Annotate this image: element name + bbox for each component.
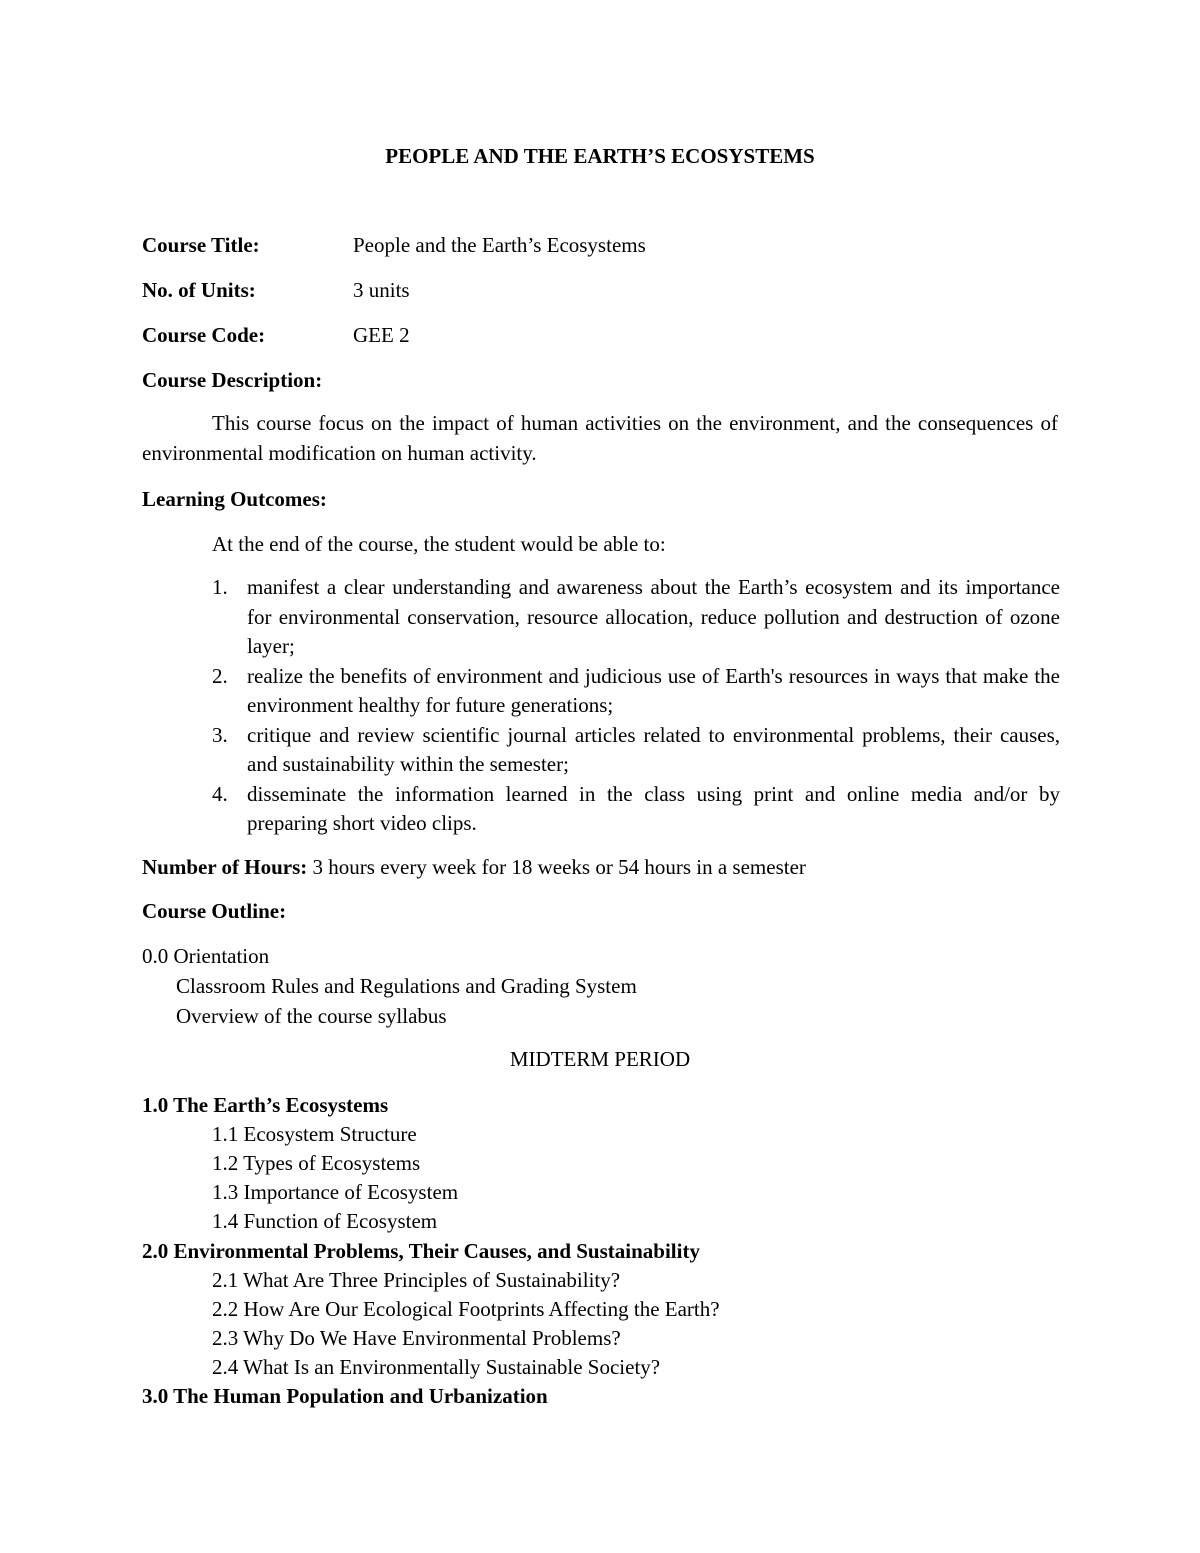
learning-outcomes-list bbox=[212, 573, 1060, 839]
list-item bbox=[212, 721, 1060, 780]
description-heading: Course Description: bbox=[142, 368, 323, 392]
list-item bbox=[212, 662, 1060, 721]
unit-item: 2.3 Why Do We Have Environmental Problems? bbox=[212, 1326, 621, 1350]
course-title-label: Course Title: bbox=[142, 233, 260, 257]
period-heading: MIDTERM PERIOD bbox=[509, 1047, 691, 1071]
unit-title: 3.0 The Human Population and Urbanization bbox=[142, 1384, 548, 1408]
list-item bbox=[212, 780, 1060, 839]
outline-heading: Course Outline: bbox=[142, 899, 287, 923]
list-text: manifest a clear understanding and awareness about the Earth’s ecosystem and its importance for environmental conservation, resource allocation, reduce pollution and destruction of ozone layer; bbox=[247, 575, 1060, 658]
description-paragraph bbox=[142, 409, 1058, 468]
unit-item: 1.1 Ecosystem Structure bbox=[212, 1122, 417, 1146]
unit-item: 1.2 Types of Ecosystems bbox=[212, 1151, 421, 1175]
orientation-item: Overview of the course syllabus bbox=[176, 1004, 447, 1028]
units-value: 3 units bbox=[353, 278, 410, 302]
hours-line bbox=[142, 857, 806, 878]
list-number: 2. bbox=[212, 663, 228, 688]
hours-value: 3 hours every week for 18 weeks or 54 hours in a semester bbox=[312, 855, 806, 879]
course-title-value: People and the Earth’s Ecosystems bbox=[353, 233, 646, 257]
list-text: critique and review scientific journal articles related to environmental problems, their causes, and sustainability within the semester; bbox=[247, 722, 1060, 776]
course-code-value: GEE 2 bbox=[353, 323, 410, 347]
unit-item: 1.3 Importance of Ecosystem bbox=[212, 1180, 459, 1204]
hours-label: Number of Hours: bbox=[142, 855, 308, 879]
learning-outcomes-intro: At the end of the course, the student would be able to: bbox=[212, 532, 666, 556]
list-item bbox=[212, 573, 1060, 662]
list-text: realize the benefits of environment and judicious use of Earth's resources in ways that make the environment healthy for future generations; bbox=[247, 663, 1060, 717]
list-number: 4. bbox=[212, 781, 228, 806]
unit-title: 1.0 The Earth’s Ecosystems bbox=[142, 1093, 389, 1117]
list-text: disseminate the information learned in the class using print and online media and/or by preparing short video clips. bbox=[247, 781, 1060, 835]
list-number: 1. bbox=[212, 575, 228, 599]
course-code-label: Course Code: bbox=[142, 323, 266, 347]
unit-item: 2.4 What Is an Environmentally Sustainable Society? bbox=[212, 1355, 661, 1379]
orientation-item: Classroom Rules and Regulations and Grading System bbox=[176, 974, 637, 998]
unit-item: 2.2 How Are Our Ecological Footprints Affecting the Earth? bbox=[212, 1297, 720, 1321]
unit-title: 2.0 Environmental Problems, Their Causes, and Sustainability bbox=[142, 1239, 700, 1263]
units-label: No. of Units: bbox=[142, 278, 256, 302]
orientation-title: 0.0 Orientation bbox=[142, 944, 270, 968]
description-text: This course focus on the impact of human activities on the environment, and the consequences of environmental modification on human activity. bbox=[142, 411, 1058, 465]
unit-item: 2.1 What Are Three Principles of Sustainability? bbox=[212, 1268, 621, 1292]
document-title: PEOPLE AND THE EARTH’S ECOSYSTEMS bbox=[385, 144, 815, 168]
list-number: 3. bbox=[212, 722, 228, 747]
unit-item: 1.4 Function of Ecosystem bbox=[212, 1209, 438, 1233]
learning-outcomes-heading: Learning Outcomes: bbox=[142, 487, 327, 511]
